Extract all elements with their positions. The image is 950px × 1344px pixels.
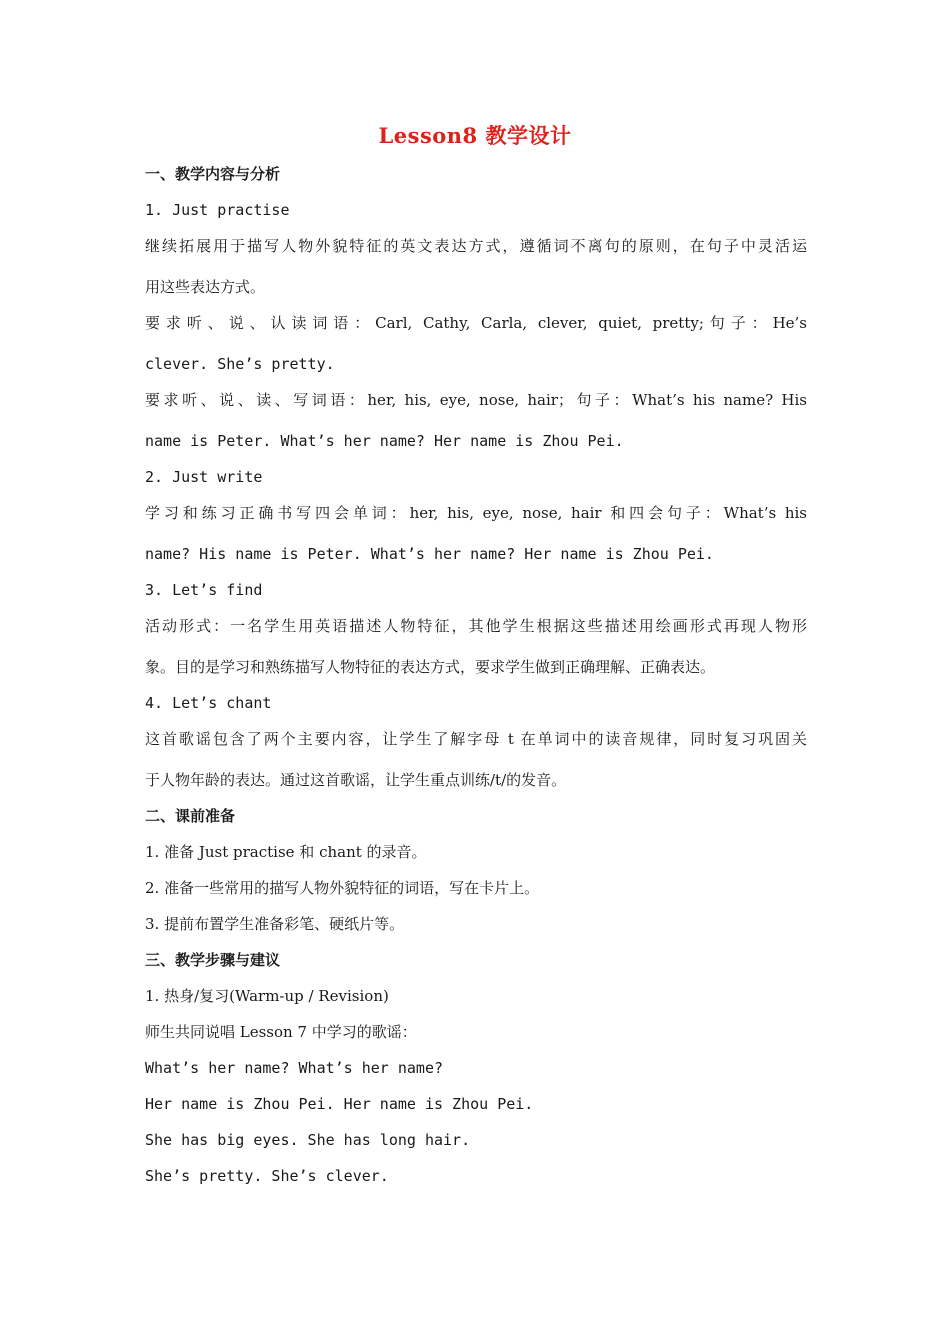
text-line: What’s her name? What’s her name?	[145, 1059, 444, 1077]
text-line: 要求听、说、认读词语：Carl, Cathy, Carla, clever, quiet, pretty;句子：He’s	[145, 314, 807, 332]
section-heading: 一、教学内容与分析	[145, 165, 281, 183]
text-line: 活动形式：一名学生用英语描述人物特征，其他学生根据这些描述用绘画形式再现人物形	[145, 617, 807, 635]
text-line: 1. 准备 Just practise 和 chant 的录音。	[145, 843, 427, 861]
text-line: name is Peter. What’s her name? Her name is Zhou Pei.	[145, 432, 624, 450]
text-line: 用这些表达方式。	[145, 278, 266, 296]
text-line: 1. Just practise	[145, 201, 290, 219]
text-line: 3. 提前布置学生准备彩笔、硬纸片等。	[145, 915, 405, 933]
text-line: name? His name is Peter. What’s her name? Her name is Zhou Pei.	[145, 545, 714, 563]
text-line: 3. Let’s find	[145, 581, 263, 599]
text-line: 于人物年龄的表达。通过这首歌谣，让学生重点训练/t/的发音。	[145, 771, 567, 789]
text-line: 继续拓展用于描写人物外貌特征的英文表达方式，遵循词不离句的原则，在句子中灵活运	[145, 237, 807, 255]
text-line: 要求听、说、读、写词语：her, his, eye, nose, hair；句子：What’s his name? His	[145, 391, 807, 409]
document-title: Lesson8 教学设计	[378, 123, 572, 148]
text-line: She’s pretty. She’s clever.	[145, 1167, 389, 1185]
text-line: 2. Just write	[145, 468, 263, 486]
text-line: 这首歌谣包含了两个主要内容，让学生了解字母 t 在单词中的读音规律，同时复习巩固关	[145, 730, 807, 748]
section-heading: 三、教学步骤与建议	[145, 951, 281, 969]
text-line: Her name is Zhou Pei. Her name is Zhou Pei.	[145, 1095, 534, 1113]
text-line: 象。目的是学习和熟练描写人物特征的表达方式，要求学生做到正确理解、正确表达。	[145, 658, 716, 676]
text-line: 1. 热身/复习(Warm-up / Revision)	[145, 987, 389, 1005]
section-heading: 二、课前准备	[145, 807, 236, 825]
text-line: 师生共同说唱 Lesson 7 中学习的歌谣：	[145, 1023, 417, 1041]
text-line: clever. She’s pretty.	[145, 355, 335, 373]
text-line: 4. Let’s chant	[145, 694, 272, 712]
text-line: 2. 准备一些常用的描写人物外貌特征的词语，写在卡片上。	[145, 879, 540, 897]
text-line: 学习和练习正确书写四会单词：her, his, eye, nose, hair 和四会句子：What’s his	[145, 504, 807, 522]
text-line: She has big eyes. She has long hair.	[145, 1131, 471, 1149]
